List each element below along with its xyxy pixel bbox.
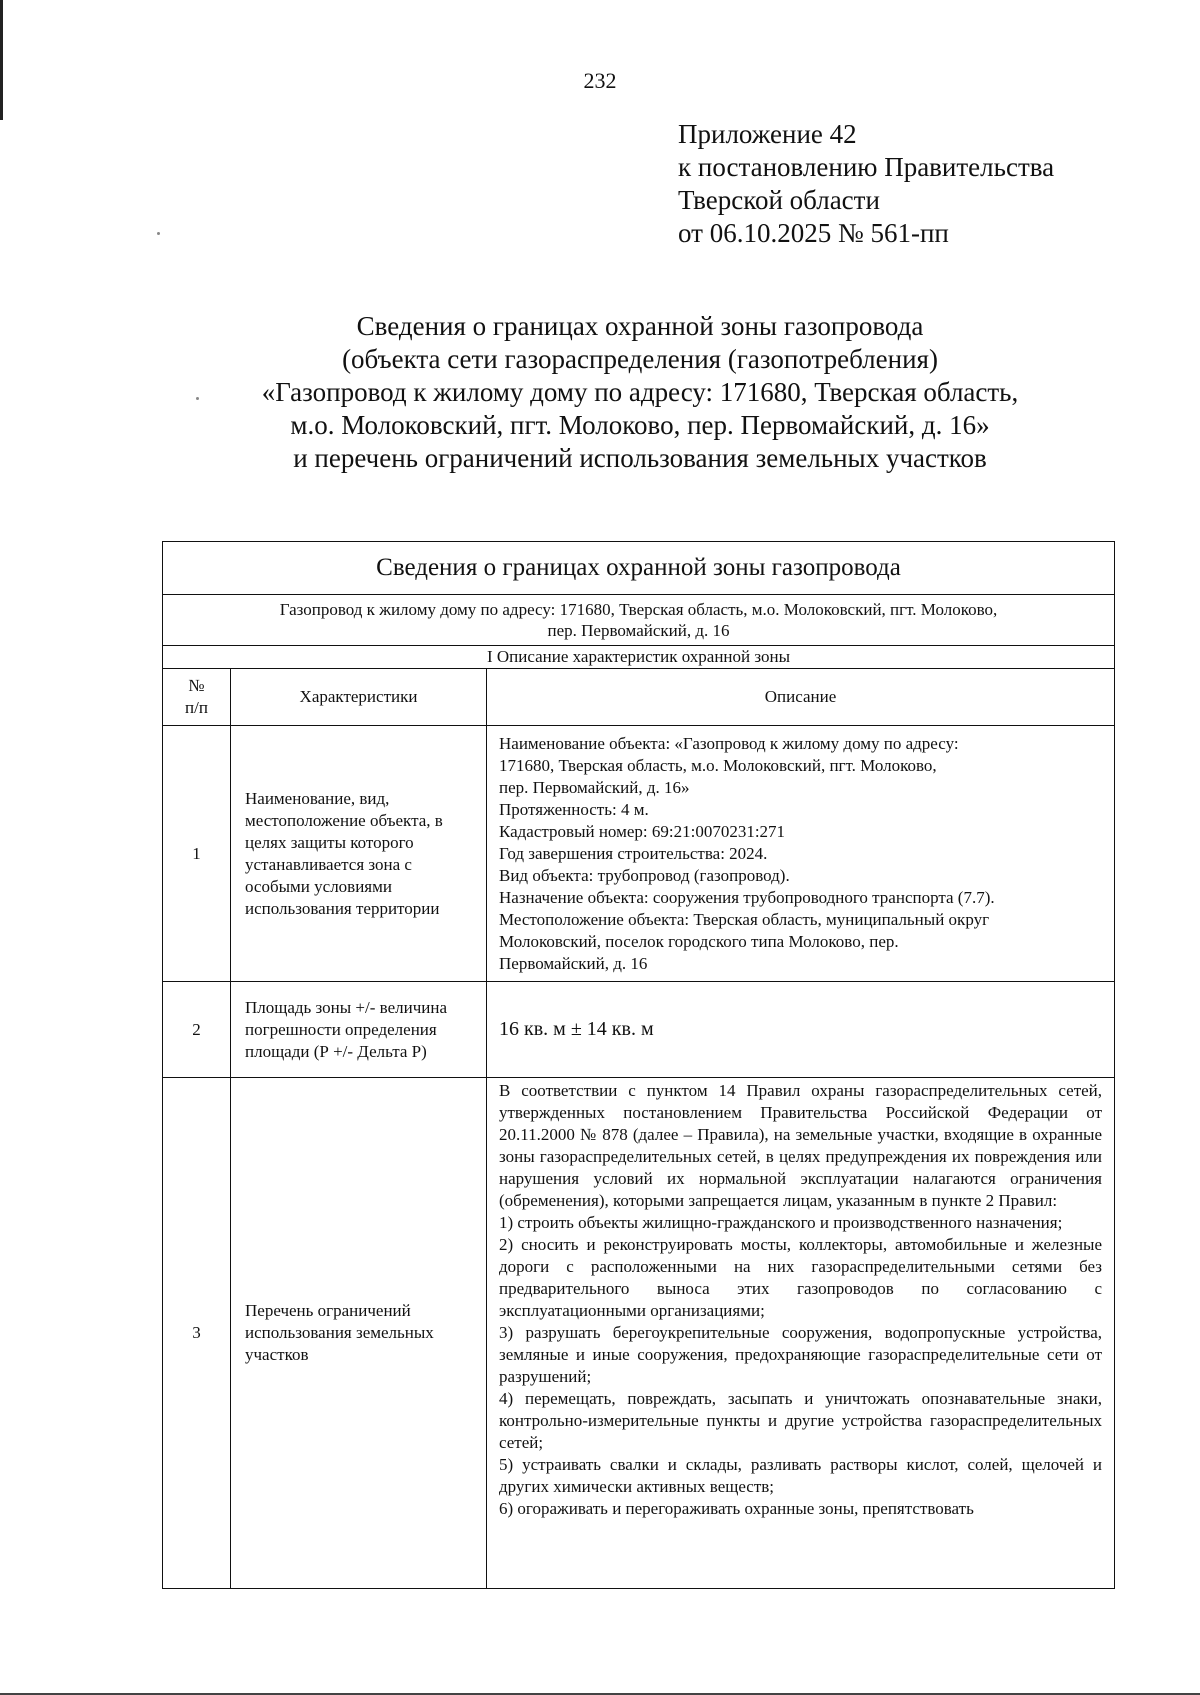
title-line: м.о. Молоковский, пгт. Молоково, пер. Первомайский, д. 16» (290, 410, 990, 440)
zone-table (162, 541, 1115, 1589)
row-number: 3 (163, 1078, 231, 1589)
description-line: пер. Первомайский, д. 16» (499, 777, 690, 797)
row-number: 1 (163, 726, 231, 982)
description-line: Год завершения строительства: 2024. (499, 843, 768, 863)
scan-speck (157, 232, 160, 235)
row-description (487, 726, 1115, 982)
title-line: «Газопровод к жилому дому по адресу: 171680, Тверская область, (261, 377, 1019, 407)
description-line: Назначение объекта: сооружения трубопроводного транспорта (7.7). (499, 887, 995, 907)
row-number: 2 (163, 982, 231, 1078)
restriction-paragraph: В соответствии с пунктом 14 Правил охраны газораспределительных сетей, утвержденных постановлением Правительства Российской Федерации от 20.11.2000 № 878 (далее – Правила), на земельные участки, входящие в охранные зоны газораспределительных сетей, в целях предупреждения их повреждения или нарушения условий их нормальной эксплуатации налагаются ограничения (обременения), которыми запрещается лицам, указанным в пункте 2 Правил: (499, 1081, 1103, 1210)
column-header-num-label: № п/п (185, 676, 208, 717)
annex-region: Тверской области (678, 185, 880, 215)
table-section-title: I Описание характеристик охранной зоны (163, 646, 1115, 669)
column-header-description: Описание (487, 669, 1115, 726)
restriction-item: 5) устраивать свалки и склады, разливать растворы кислот, солей, щелочей и других химически активных веществ; (499, 1455, 1103, 1496)
annex-date: от 06.10.2025 № 561-пп (678, 218, 949, 248)
description-line: Кадастровый номер: 69:21:0070231:271 (499, 821, 786, 841)
zone-area-value: 16 кв. м ± 14 кв. м (499, 1018, 654, 1040)
column-header-num (163, 669, 231, 726)
table-heading: Сведения о границах охранной зоны газопровода (163, 542, 1115, 595)
description-line: 171680, Тверская область, м.о. Молоковский, пгт. Молоково, (499, 755, 937, 775)
row-characteristic: Наименование, вид, местоположение объекта, в целях защиты которого устанавливается зона с особыми условиями использования территории (231, 726, 487, 982)
annex-block (678, 118, 1054, 250)
row-description (487, 982, 1115, 1078)
row-characteristic: Площадь зоны +/- величина погрешности определения площади (Р +/- Дельта Р) (231, 982, 487, 1078)
document-title (140, 310, 1140, 475)
restriction-item: 4) перемещать, повреждать, засыпать и уничтожать опознавательные знаки, контрольно-измерительные пункты и другие устройства газораспределительных сетей; (499, 1389, 1103, 1452)
restriction-item: 2) сносить и реконструировать мосты, коллекторы, автомобильные и железные дороги с расположенными на них газораспределительными сетями без предварительного выноса этих газопроводов по согласованию с эксплуатационными организациями; (499, 1235, 1103, 1320)
row-characteristic: Перечень ограничений использования земельных участков (231, 1078, 487, 1589)
description-line: Местоположение объекта: Тверская область, муниципальный округ (499, 909, 990, 929)
row-description (487, 1078, 1115, 1589)
table-object-name (163, 595, 1115, 646)
column-header-characteristics: Характеристики (231, 669, 487, 726)
description-line: Протяженность: 4 м. (499, 799, 649, 819)
restriction-item: 3) разрушать берегоукрепительные сооружения, водопропускные устройства, земляные и иные сооружения, предохраняющие газораспределительные сети от разрушений; (499, 1323, 1103, 1386)
description-line: Наименование объекта: «Газопровод к жилому дому по адресу: (499, 733, 959, 753)
title-line: Сведения о границах охранной зоны газопровода (356, 311, 924, 341)
page-number: 232 (583, 68, 617, 93)
scan-edge-mark (0, 0, 3, 120)
object-line: Газопровод к жилому дому по адресу: 171680, Тверская область, м.о. Молоковский, пгт. Молоково, (279, 600, 998, 619)
description-line: Молоковский, поселок городского типа Молоково, пер. (499, 931, 899, 951)
restriction-item: 6) огораживать и перегораживать охранные зоны, препятствовать (499, 1499, 974, 1518)
annex-number: Приложение 42 (678, 119, 857, 149)
object-line: пер. Первомайский, д. 16 (547, 621, 730, 640)
table-row (163, 726, 1115, 982)
annex-resolution: к постановлению Правительства (678, 152, 1055, 182)
description-line: Вид объекта: трубопровод (газопровод). (499, 865, 790, 885)
title-line: (объекта сети газораспределения (газопотребления) (342, 344, 938, 374)
description-line: Первомайский, д. 16 (499, 953, 648, 973)
title-line: и перечень ограничений использования земельных участков (293, 443, 987, 473)
table-row (163, 1078, 1115, 1589)
table-row (163, 982, 1115, 1078)
restriction-item: 1) строить объекты жилищно-гражданского и производственного назначения; (499, 1213, 1063, 1232)
